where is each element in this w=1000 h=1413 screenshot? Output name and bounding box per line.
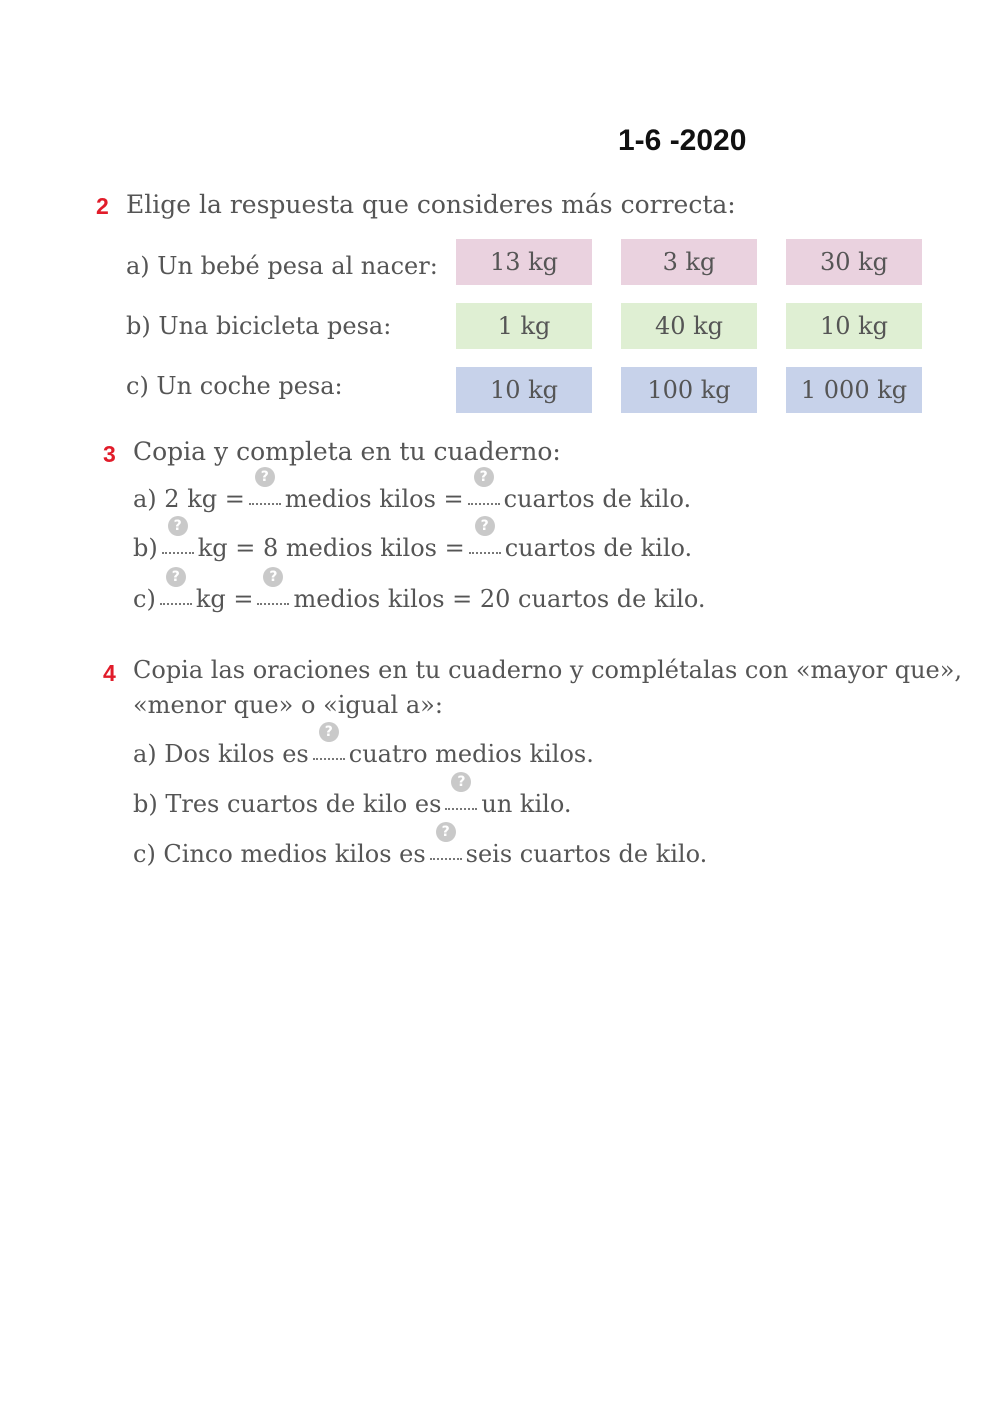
question-mark-icon: ? [451,772,471,792]
ex2-row-a-label: a) Un bebé pesa al nacer: [126,252,438,280]
ex3-line-a [133,469,692,513]
ex4-line-b [133,774,572,818]
ex3-line-a-pre: a) 2 kg = [133,485,245,513]
ex4-line-b-post: un kilo. [481,790,572,818]
question-mark-icon: ? [255,467,275,487]
ex4-line-a-post: cuatro medios kilos. [348,740,594,768]
answer-blank[interactable] [468,469,500,507]
exercise-4-title-line-2: «menor que» o «igual a»: [133,691,443,719]
exercise-4-number: 4 [103,660,116,686]
ex4-line-a [133,724,594,768]
answer-blank[interactable] [257,569,289,607]
dotted-line [468,503,500,505]
dotted-line [445,808,477,810]
ex2-row-c-label: c) Un coche pesa: [126,372,343,400]
question-mark-icon: ? [436,822,456,842]
ex2-row-b-label: b) Una bicicleta pesa: [126,312,392,340]
exercise-2-number: 2 [96,193,109,219]
ex2-row-a-option-1[interactable]: 13 kg [456,239,592,285]
ex2-row-c-option-3[interactable]: 1 000 kg [786,367,922,413]
ex2-row-a-option-2[interactable]: 3 kg [621,239,757,285]
ex3-line-c-mid: kg = [195,585,254,613]
ex3-line-b-mid: kg = 8 medios kilos = [197,534,465,562]
answer-blank[interactable] [249,469,281,507]
ex2-row-c-option-1[interactable]: 10 kg [456,367,592,413]
exercise-3-title: Copia y completa en tu cuaderno: [133,437,561,466]
answer-blank[interactable] [445,774,477,812]
ex3-line-b-post: cuartos de kilo. [504,534,693,562]
ex2-row-a-option-3[interactable]: 30 kg [786,239,922,285]
ex2-row-b-option-3[interactable]: 10 kg [786,303,922,349]
question-mark-icon: ? [263,567,283,587]
dotted-line [313,758,345,760]
answer-blank[interactable] [313,724,345,762]
dotted-line [469,552,501,554]
question-mark-icon: ? [319,722,339,742]
ex3-line-c-pre: c) [133,585,156,613]
dotted-line [249,503,281,505]
question-mark-icon: ? [166,567,186,587]
ex4-line-a-pre: a) Dos kilos es [133,740,309,768]
ex4-line-c-pre: c) Cinco medios kilos es [133,840,426,868]
dotted-line [257,603,289,605]
ex2-row-c-option-2[interactable]: 100 kg [621,367,757,413]
exercise-4-title-line-1: Copia las oraciones en tu cuaderno y complétalas con «mayor que», [133,656,963,684]
question-mark-icon: ? [168,516,188,536]
date-heading: 1-6 -2020 [618,124,747,157]
exercise-3-number: 3 [103,441,116,467]
ex4-line-c [133,824,708,868]
ex3-line-a-post: cuartos de kilo. [503,485,692,513]
ex2-row-b-option-1[interactable]: 1 kg [456,303,592,349]
ex3-line-c-post: medios kilos = 20 cuartos de kilo. [293,585,706,613]
question-mark-icon: ? [474,467,494,487]
dotted-line [430,858,462,860]
ex3-line-b [133,518,693,562]
dotted-line [160,603,192,605]
ex4-line-b-pre: b) Tres cuartos de kilo es [133,790,442,818]
ex4-line-c-post: seis cuartos de kilo. [465,840,708,868]
exercise-2-title: Elige la respuesta que consideres más correcta: [126,190,736,219]
ex2-row-b-option-2[interactable]: 40 kg [621,303,757,349]
question-mark-icon: ? [475,516,495,536]
answer-blank[interactable] [160,569,192,607]
ex3-line-c [133,569,706,613]
ex3-line-b-pre: b) [133,534,158,562]
ex3-line-a-mid: medios kilos = [284,485,464,513]
answer-blank[interactable] [430,824,462,862]
answer-blank[interactable] [162,518,194,556]
dotted-line [162,552,194,554]
answer-blank[interactable] [469,518,501,556]
